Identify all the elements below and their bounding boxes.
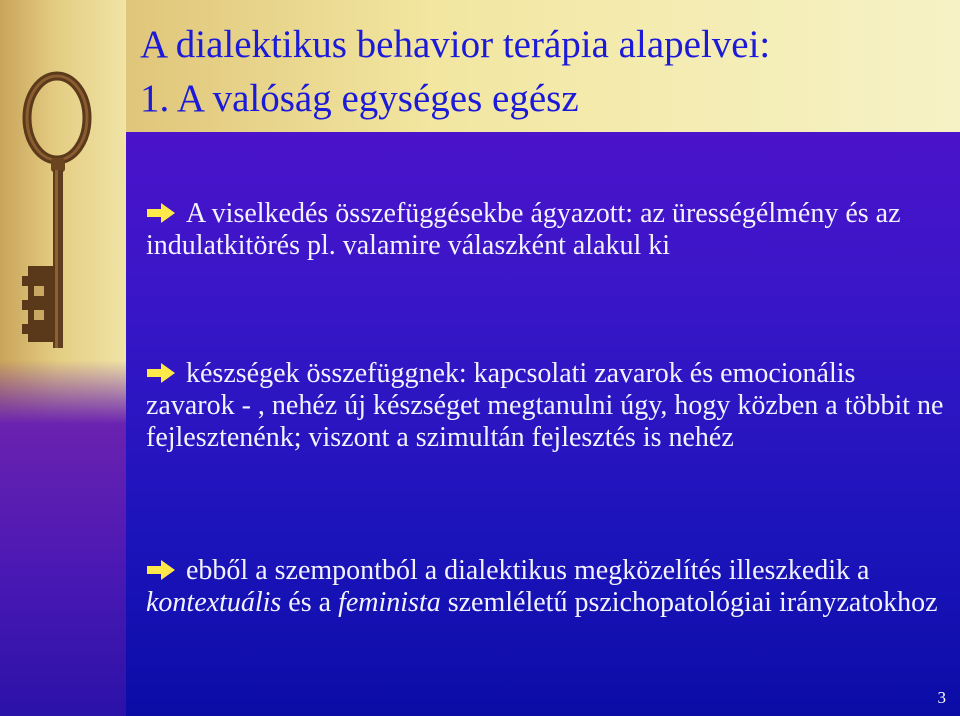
page-number: 3 (937, 688, 946, 707)
old-key-icon (0, 40, 126, 370)
slide-title-line-1: A dialektikus behavior terápia alapelvei: (140, 23, 771, 66)
bullet-text-part-1: ebből a szempontból a dialektikus megközelítés illeszkedik a (186, 555, 870, 586)
bullet-item-3 (146, 555, 946, 619)
bullet-text: készségek összefüggnek: kapcsolati zavarok és emocionális zavarok - , nehéz új készséget megtanulni úgy, hogy közben a többit ne fejlesztenénk; viszont a szimultán fejlesztés is nehéz (146, 358, 944, 453)
bullet-item-2 (146, 358, 946, 454)
bullet-text: A viselkedés összefüggésekbe ágyazott: az ürességélmény és az indulatkitörés pl. valamire válaszként alakul ki (146, 198, 901, 261)
arrow-right-icon (146, 558, 176, 582)
bullet-italic-feminista: feminista (338, 587, 441, 618)
left-band-shadow (0, 360, 126, 716)
arrow-right-icon (146, 201, 176, 225)
slide-title-line-2: 1. A valóság egységes egész (140, 77, 579, 120)
bullet-text-part-3: szemléletű pszichopatológiai irányzatokhoz (440, 587, 938, 618)
arrow-right-icon (146, 361, 176, 385)
bullet-text-part-2: és a (281, 587, 339, 618)
bullet-italic-kontextualis: kontextuális (146, 587, 282, 618)
bullet-item-1 (146, 198, 946, 262)
